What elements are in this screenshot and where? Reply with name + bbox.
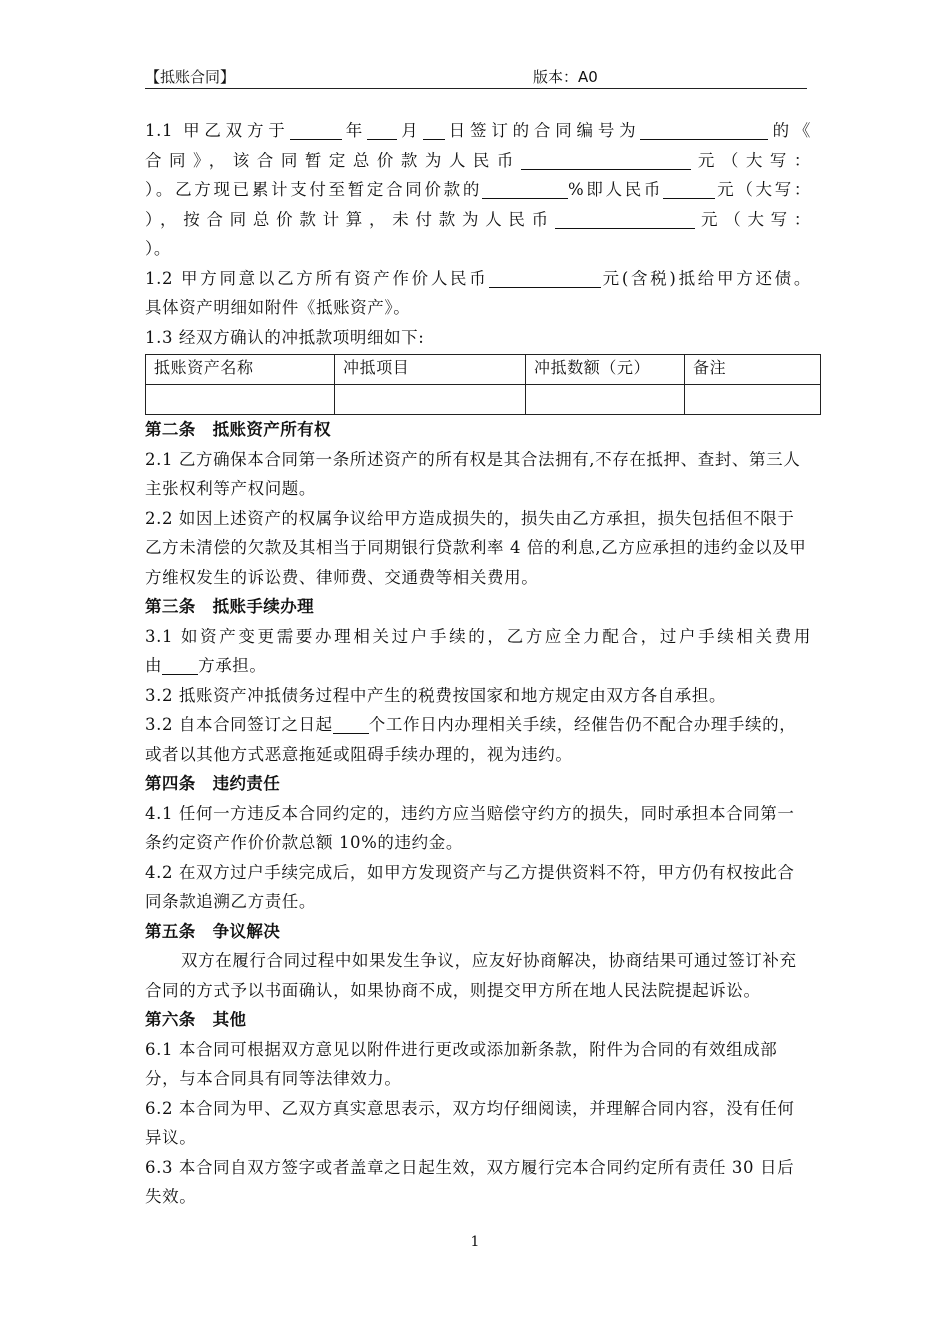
clause-1-1-line-4: ），按合同总价款计算，未付款为人民币 元（大写： [145, 209, 811, 229]
table-header-cell: 冲抵数额（元） [526, 355, 685, 385]
clause-6-2: 6.2 本合同为甲、乙双方真实意思表示，双方均仔细阅读，并理解合同内容，没有任何异议。 [145, 1098, 795, 1147]
table-header-cell: 抵账资产名称 [146, 355, 335, 385]
clause-3-3: 3.2 自本合同签订之日起 个工作日内办理相关手续，经催告仍不配合办理手续的，或者以其他方式恶意拖延或阻碍手续办理的，视为违约。 [145, 715, 797, 764]
clause-1-1-line-5: ）。 [145, 239, 171, 258]
page-number: 1 [470, 1234, 480, 1250]
table-header-cell: 备注 [685, 355, 821, 385]
table-cell [526, 385, 685, 415]
blank-total-price [521, 151, 691, 170]
contract-body [145, 116, 811, 1212]
section-heading-3: 第三条 抵账手续办理 [145, 597, 314, 616]
table-header-row [146, 355, 821, 385]
blank-paid-amount [663, 180, 715, 199]
blank-asset-value [489, 269, 601, 288]
blank-fee-party [162, 656, 198, 675]
section-heading-6: 第六条 其他 [145, 1010, 247, 1029]
table-cell [335, 385, 526, 415]
clause-2-2: 2.2 如因上述资产的权属争议给甲方造成损失的，损失由乙方承担，损失包括但不限于乙方未清偿的欠款及其相当于同期银行贷款利率 4 倍的利息,乙方应承担的违约金以及甲方维权发生的诉讼费、律师费、交通费等相关费用。 [145, 508, 807, 587]
clause-3-2: 3.2 抵账资产冲抵债务过程中产生的税费按国家和地方规定由双方各自承担。 [145, 685, 727, 705]
blank-year [290, 121, 342, 140]
clause-6-3: 6.3 本合同自双方签字或者盖章之日起生效，双方履行完本合同约定所有责任 30 日后失效。 [145, 1157, 795, 1206]
clause-1-2-line-1: 1.2 甲方同意以乙方所有资产作价人民币 元(含税)抵给甲方还债。 [145, 268, 811, 288]
offset-details-table [145, 354, 821, 415]
blank-paid-percent [482, 180, 568, 199]
section-heading-2: 第二条 抵账资产所有权 [145, 420, 331, 439]
blank-unpaid-amount [555, 210, 695, 229]
clause-4-1: 4.1 任何一方违反本合同约定的，违约方应当赔偿守约方的损失，同时承担本合同第一条约定资产作价价款总额 10%的违约金。 [145, 803, 795, 852]
blank-contract-number [640, 121, 768, 140]
clause-1-1-line-2: 合同》，该合同暂定总价款为人民币 元（大写： [145, 150, 811, 170]
document-header [145, 64, 807, 89]
table-row [146, 385, 821, 415]
section-heading-5: 第五条 争议解决 [145, 921, 281, 941]
table-cell [146, 385, 335, 415]
clause-1-2-line-2: 具体资产明细如附件《抵账资产》。 [145, 298, 411, 317]
blank-day [423, 121, 445, 140]
document-title: 【抵账合同】 [145, 68, 236, 86]
table-header-cell: 冲抵项目 [335, 355, 526, 385]
blank-month [367, 121, 397, 140]
clause-5-text: 双方在履行合同过程中如果发生争议，应友好协商解决，协商结果可通过签订补充合同的方式予以书面确认，如果协商不成，则提交甲方所在地人民法院提起诉讼。 [145, 951, 797, 1000]
clause-2-1: 2.1 乙方确保本合同第一条所述资产的所有权是其合法拥有,不存在抵押、查封、第三人主张权利等产权问题。 [145, 449, 801, 498]
clause-1-3: 1.3 经双方确认的冲抵款项明细如下: [145, 327, 425, 347]
clause-3-1-line-1: 3.1 如资产变更需要办理相关过户手续的，乙方应全力配合，过户手续相关费用 [145, 626, 811, 646]
blank-working-days [333, 715, 369, 734]
clause-1-1-line-3: ）。乙方现已累计支付至暂定合同价款的 %即人民币 元（大写： [145, 180, 811, 199]
clause-4-2: 4.2 在双方过户手续完成后，如甲方发现资产与乙方提供资料不符，甲方仍有权按此合同条款追溯乙方责任。 [145, 862, 795, 911]
clause-6-1: 6.1 本合同可根据双方意见以附件进行更改或添加新条款，附件为合同的有效组成部分，与本合同具有同等法律效力。 [145, 1039, 778, 1088]
clause-3-1-line-2: 由 方承担。 [145, 656, 267, 675]
version-label: 版本：A0 [533, 68, 598, 86]
section-heading-4: 第四条 违约责任 [145, 774, 281, 793]
clause-1-1-line-1: 1.1 甲乙双方于 年 月 日签订的合同编号为 的《 [145, 121, 812, 140]
table-cell [685, 385, 821, 415]
